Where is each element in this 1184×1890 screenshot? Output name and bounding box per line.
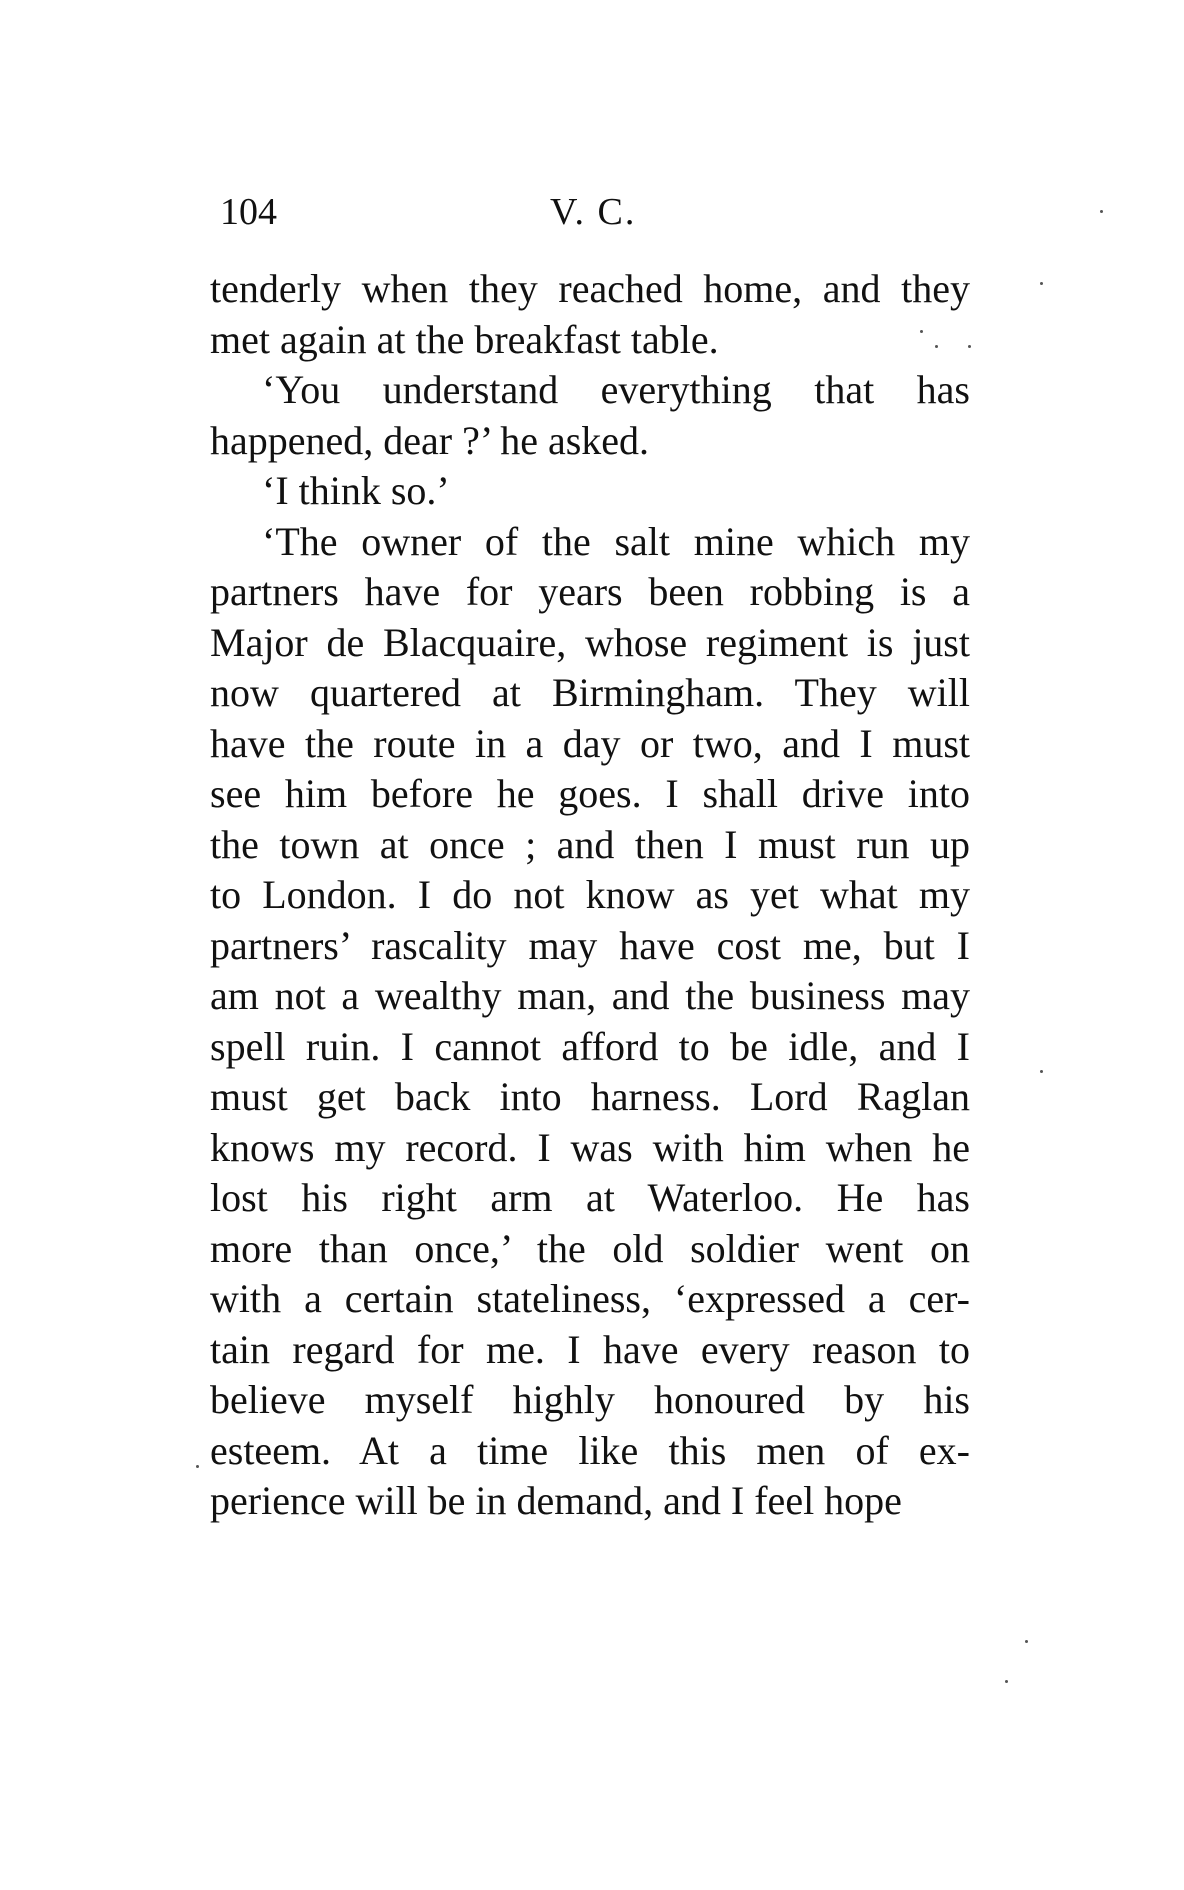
text-line: the town at once ; and then I must run up — [210, 821, 970, 867]
scan-speck — [196, 1465, 199, 1468]
text-line: tenderly when they reached home, and they — [210, 266, 970, 311]
running-title: V. C. — [550, 191, 637, 233]
body-text — [210, 264, 970, 1527]
scan-speck — [1025, 1640, 1028, 1643]
text-line: have the route in a day or two, and I must — [210, 720, 970, 766]
text-line: believe myself highly honoured by his — [210, 1377, 970, 1422]
text-line: perience will be in demand, and I feel hope — [210, 1478, 902, 1523]
text-line: met again at the breakfast table. — [210, 316, 719, 362]
text-line: partners have for years been robbing is a — [210, 569, 970, 614]
text-line: spell ruin. I cannot afford to be idle, and I — [210, 1023, 970, 1069]
text-line: must get back into harness. Lord Raglan — [210, 1074, 970, 1119]
page-header — [220, 190, 960, 240]
text-line: knows my record. I was with him when he — [210, 1124, 970, 1170]
text-line: ‘I think so.’ — [262, 468, 450, 513]
text-line: ‘The owner of the salt mine which my — [262, 518, 970, 564]
text-line: happened, dear ?’ he asked. — [210, 417, 650, 463]
text-line: with a certain stateliness, ‘expressed a cer- — [210, 1276, 970, 1321]
text-line: lost his right arm at Waterloo. He has — [210, 1175, 970, 1220]
text-line: now quartered at Birmingham. They will — [210, 670, 970, 715]
scan-speck — [1040, 282, 1043, 285]
text-line: am not a wealthy man, and the business may — [210, 973, 970, 1018]
scan-speck — [920, 330, 923, 333]
text-line: Major de Blacquaire, whose regiment is just — [210, 619, 970, 665]
text-line: to London. I do not know as yet what my — [210, 872, 970, 917]
text-line: see him before he goes. I shall drive into — [210, 771, 970, 816]
text-line: tain regard for me. I have every reason to — [210, 1326, 970, 1372]
scan-speck — [968, 345, 971, 348]
text-line: ‘You understand everything that has — [262, 367, 970, 412]
scan-speck — [1040, 1070, 1043, 1073]
scan-speck — [1005, 1680, 1008, 1683]
scan-speck — [935, 345, 938, 348]
text-line: more than once,’ the old soldier went on — [210, 1225, 970, 1271]
page-number: 104 — [220, 191, 277, 233]
text-line: esteem. At a time like this men of ex- — [210, 1427, 970, 1473]
scan-speck — [1100, 210, 1103, 213]
text-line: partners’ rascality may have cost me, but I — [210, 922, 970, 968]
